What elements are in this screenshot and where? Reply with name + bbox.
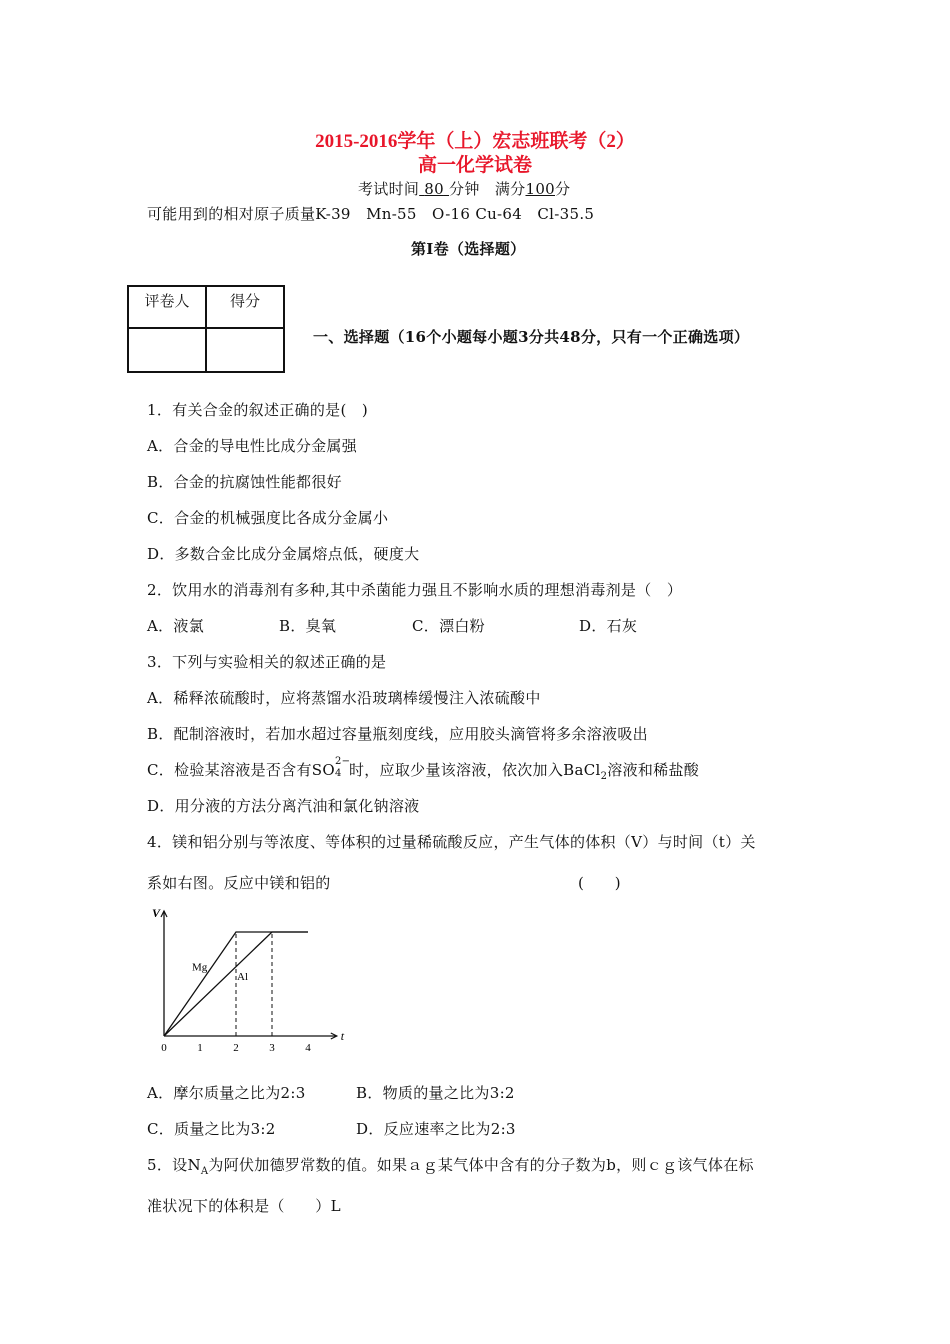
q3-option-b: B．配制溶液时，若加水超过容量瓶刻度线，应用胶头滴管将多余溶液吸出 (147, 725, 648, 743)
series-label-mg: Mg (192, 961, 208, 974)
exam-title: 2015-2016学年（上）宏志班联考（2） (315, 131, 635, 152)
q5-stem-line2: 准状况下的体积是（ ）L (147, 1197, 341, 1215)
time-unit: 分钟 (449, 180, 480, 198)
score-table (127, 285, 285, 373)
q1-option-a: A．合金的导电性比成分金属强 (147, 437, 358, 455)
q3-stem: 3．下列与实验相关的叙述正确的是 (147, 653, 387, 671)
q4-option-d: D．反应速率之比为2:3 (356, 1120, 516, 1138)
score-cell[interactable] (206, 328, 284, 372)
q2-option-b: B．臭氧 (279, 617, 337, 635)
q4-answer-paren: ( ) (578, 874, 621, 892)
exam-time-info (358, 178, 570, 199)
q2-option-d: D．石灰 (579, 617, 638, 635)
q1-option-b: B．合金的抗腐蚀性能都很好 (147, 473, 342, 491)
section-heading: 一、选择题（16个小题每小题3分共48分，只有一个正确选项） (313, 328, 750, 346)
score-value: 100 (525, 180, 556, 198)
q2-option-a: A．液氯 (147, 617, 205, 635)
exam-subtitle: 高一化学试卷 (417, 155, 532, 176)
grader-header: 评卷人 (128, 286, 206, 328)
q5-stem-line1: 5．设$N_A$为阿伏加德罗常数的值。如果ａｇ某气体中含有的分子数为b，则ｃｇ该气体在标 (147, 1156, 754, 1177)
q1-option-d: D．多数合金比成分金属熔点低，硬度大 (147, 545, 420, 563)
x-tick-label-0: 0 (161, 1042, 167, 1054)
y-axis-label: V (152, 906, 161, 920)
series-label-al: Al (237, 970, 248, 983)
volume-time-chart (140, 900, 360, 1060)
q1-stem: 1．有关合金的叙述正确的是( ) (147, 401, 369, 419)
x-tick-label-2: 2 (233, 1042, 239, 1054)
score-prefix: 满分 (494, 180, 526, 198)
time-value: 80 (424, 180, 444, 198)
time-prefix: 考试时间 (358, 180, 420, 198)
q2-stem: 2．饮用水的消毒剂有多种,其中杀菌能力强且不影响水质的理想消毒剂是（ ） (147, 581, 683, 599)
q3-option-a: A．稀释浓硫酸时，应将蒸馏水沿玻璃棒缓慢注入浓硫酸中 (147, 689, 541, 707)
score-header: 得分 (206, 286, 284, 328)
x-tick-label-3: 3 (269, 1042, 275, 1054)
atomic-masses: 可能用到的相对原子质量K-39 Mn-55 O-16 Cu-64 Cl-35.5 (147, 205, 595, 223)
x-axis-label: t (340, 1029, 345, 1043)
q4-option-b: B．物质的量之比为3:2 (356, 1084, 515, 1102)
q4-option-c: C．质量之比为3:2 (147, 1120, 276, 1138)
x-tick-label-4: 4 (305, 1042, 311, 1054)
q4-option-a: A．摩尔质量之比为2:3 (147, 1084, 306, 1102)
q3-option-d: D．用分液的方法分离汽油和氯化钠溶液 (147, 797, 420, 815)
q4-stem-line1: 4．镁和铝分别与等浓度、等体积的过量稀硫酸反应，产生气体的体积（V）与时间（t）关 (147, 833, 756, 851)
part-title: 第Ⅰ卷（选择题） (411, 240, 526, 258)
q1-option-c: C．合金的机械强度比各成分金属小 (147, 509, 389, 527)
score-unit: 分 (555, 180, 571, 198)
q4-stem-line2: 系如右图。反应中镁和铝的 (147, 874, 331, 892)
x-tick-label-1: 1 (197, 1042, 203, 1054)
grader-cell[interactable] (128, 328, 206, 372)
q2-option-c: C．漂白粉 (412, 617, 485, 635)
q3-option-c: C．检验某溶液是否含有SO 2− 4 时，应取少量该溶液，依次加入BaCl$_2$溶液和稀盐酸 (147, 756, 700, 782)
